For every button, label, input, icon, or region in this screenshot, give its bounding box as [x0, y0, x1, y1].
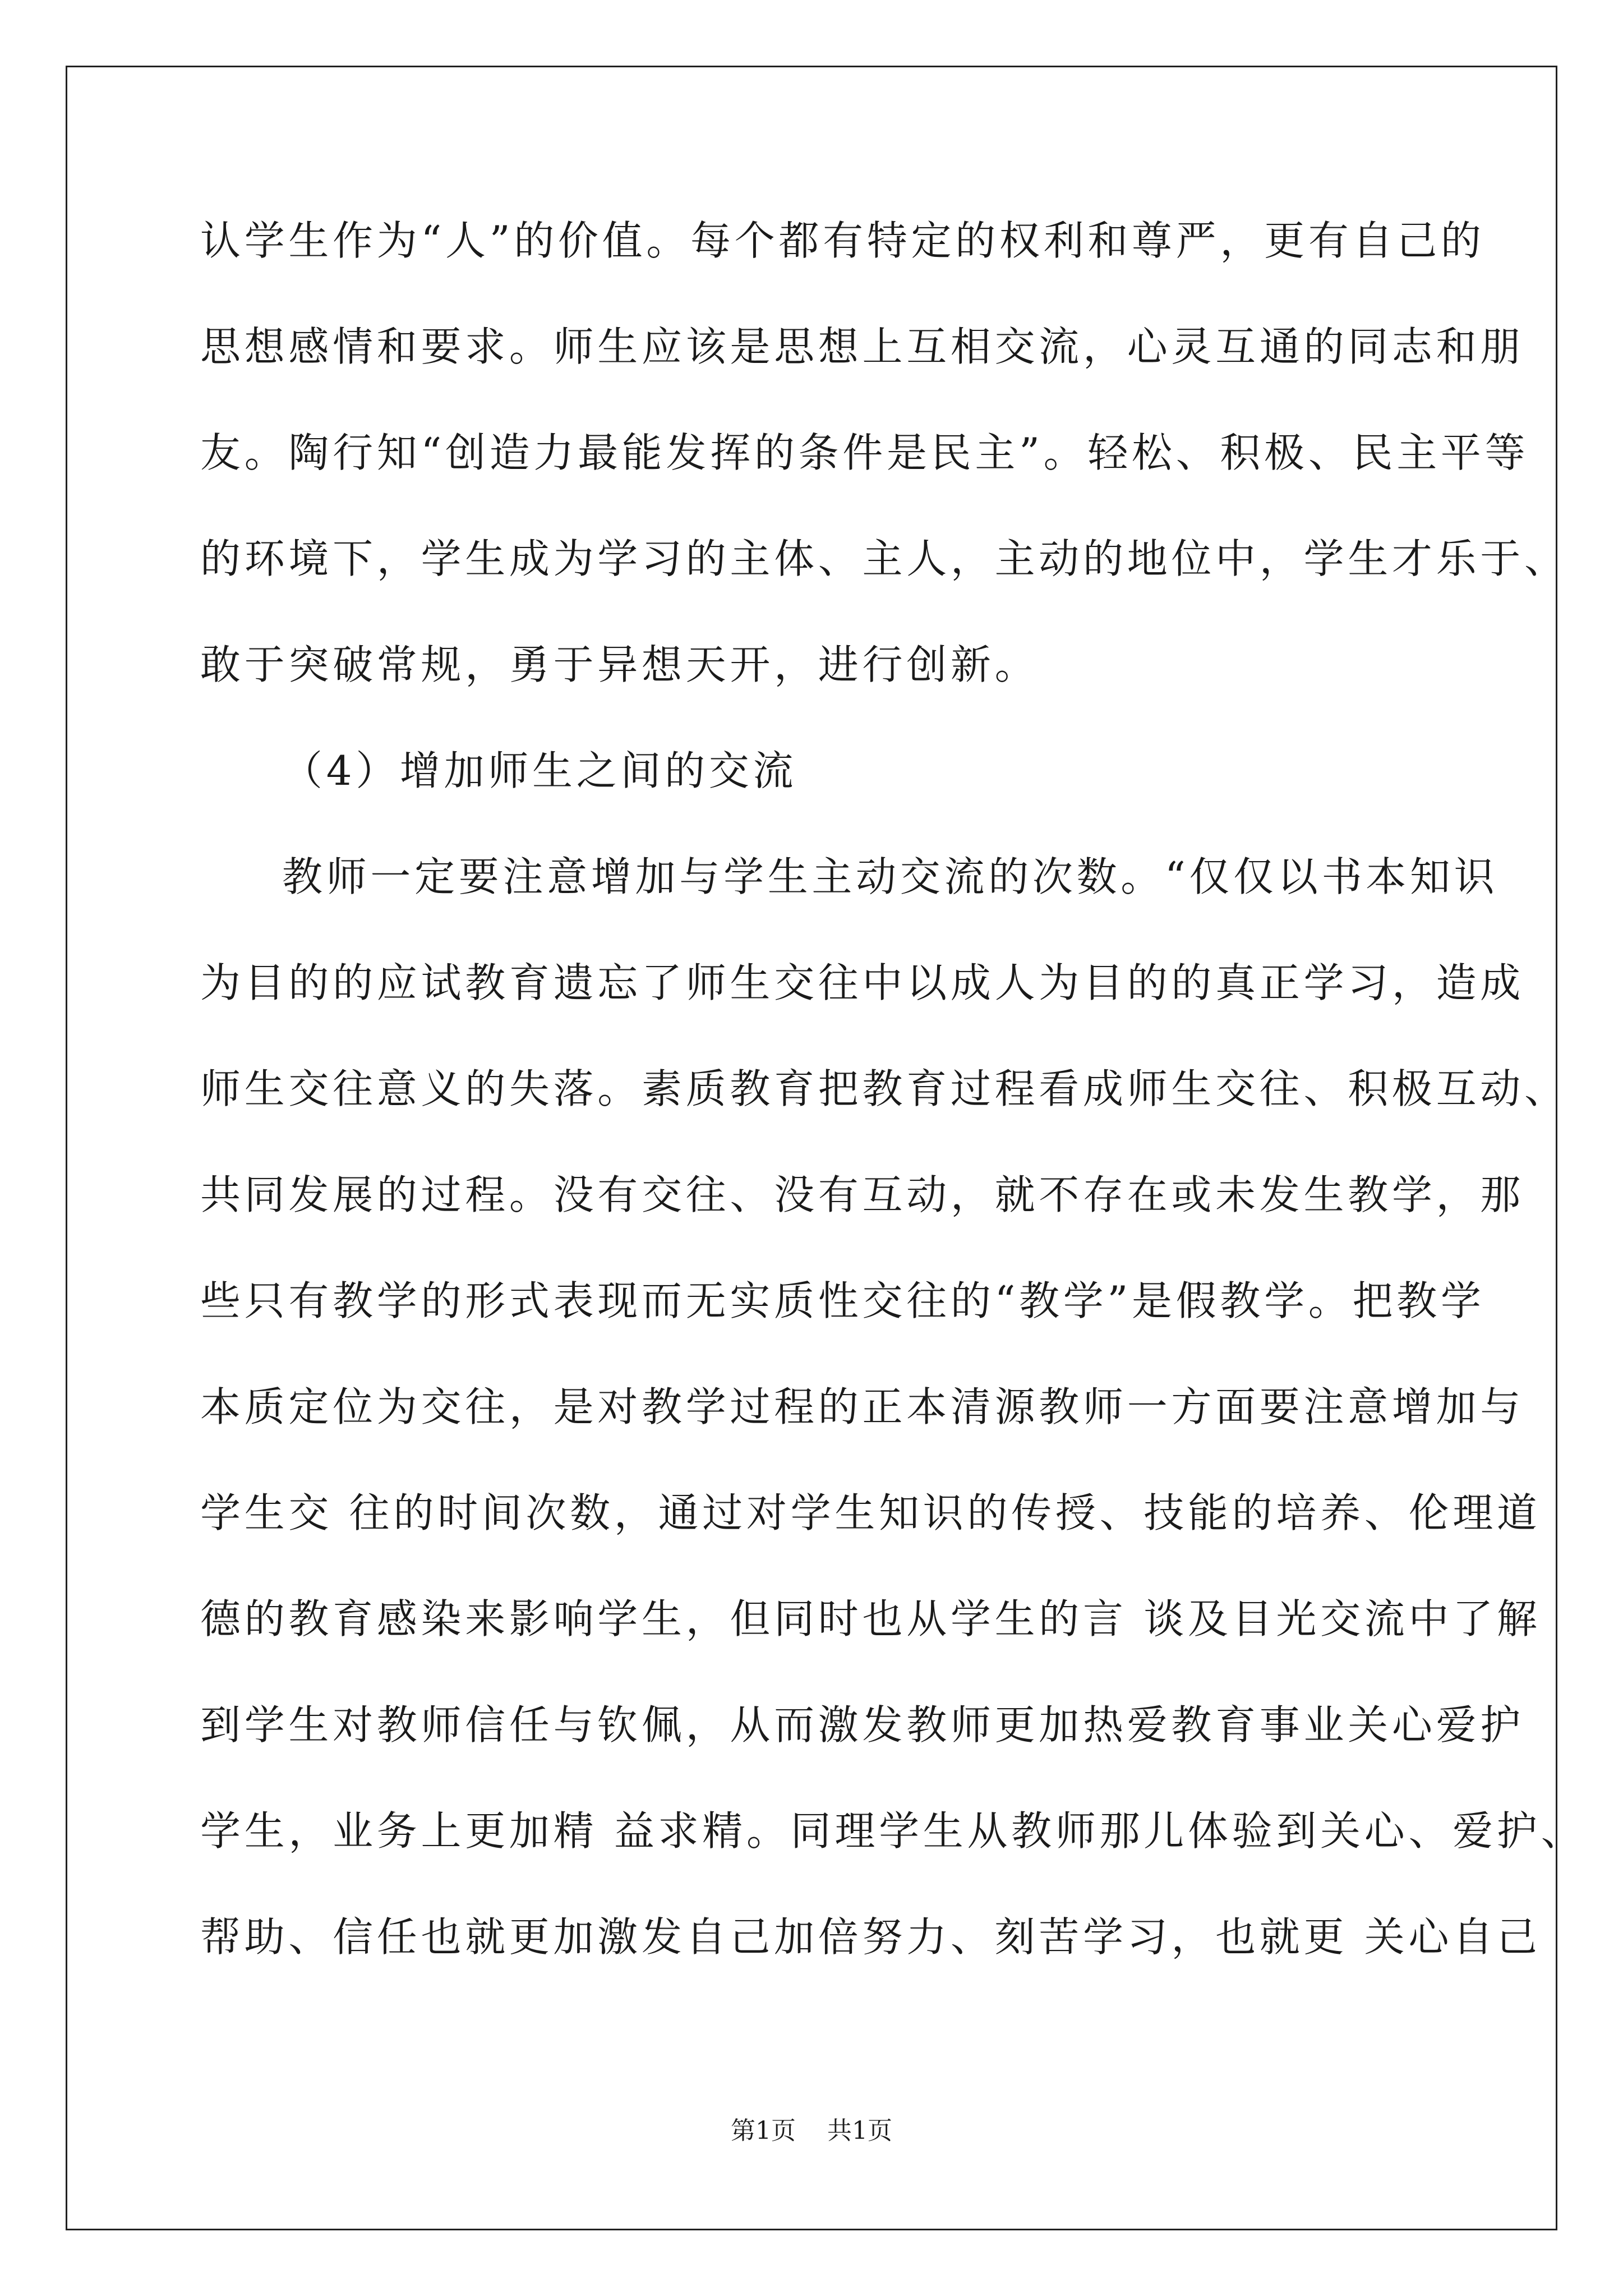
text-line: 学生，业务上更加精 益求精。同理学生从教师那儿体验到关心、爱护、 [200, 1807, 1585, 1855]
text-line: 本质定位为交往，是对教学过程的正本清源教师一方面要注意增加与 [200, 1383, 1525, 1430]
text-line: 德的教育感染来影响学生，但同时也从学生的言 谈及目光交流中了解 [200, 1595, 1541, 1642]
text-line: 教师一定要注意增加与学生主动交流的次数。“仅仅以书本知识 [282, 853, 1498, 900]
text-line: 些只有教学的形式表现而无实质性交往的“教学”是假教学。把教学 [200, 1277, 1485, 1324]
section-heading: （4）增加师生之间的交流 [282, 747, 797, 794]
text-line: 师生交往意义的失落。素质教育把教育过程看成师生交往、积极互动、 [200, 1065, 1569, 1112]
page-border [66, 66, 1557, 2230]
text-line: 共同发展的过程。没有交往、没有互动，就不存在或未发生教学，那 [200, 1171, 1525, 1218]
text-line: 友。陶行知“创造力最能发挥的条件是民主”。轻松、积极、民主平等 [200, 429, 1529, 476]
text-line: 认学生作为“人”的价值。每个都有特定的权利和尊严，更有自己的 [200, 217, 1485, 264]
text-line: 学生交 往的时间次数，通过对学生知识的传授、技能的培养、伦理道 [200, 1489, 1541, 1536]
page-number-footer: 第1页 共1页 [731, 2116, 892, 2145]
text-line: 为目的的应试教育遗忘了师生交往中以成人为目的的真正学习，造成 [200, 959, 1525, 1006]
text-line: 思想感情和要求。师生应该是思想上互相交流，心灵互通的同志和朋 [200, 323, 1525, 370]
text-line: 的环境下，学生成为学习的主体、主人，主动的地位中，学生才乐于、 [200, 535, 1569, 582]
text-line: 帮助、信任也就更加激发自己加倍努力、刻苦学习，也就更 关心自己 [200, 1913, 1541, 1961]
text-line: 敢于突破常规，勇于异想天开，进行创新。 [200, 641, 1039, 688]
text-line: 到学生对教师信任与钦佩，从而激发教师更加热爱教育事业关心爱护 [200, 1701, 1525, 1749]
